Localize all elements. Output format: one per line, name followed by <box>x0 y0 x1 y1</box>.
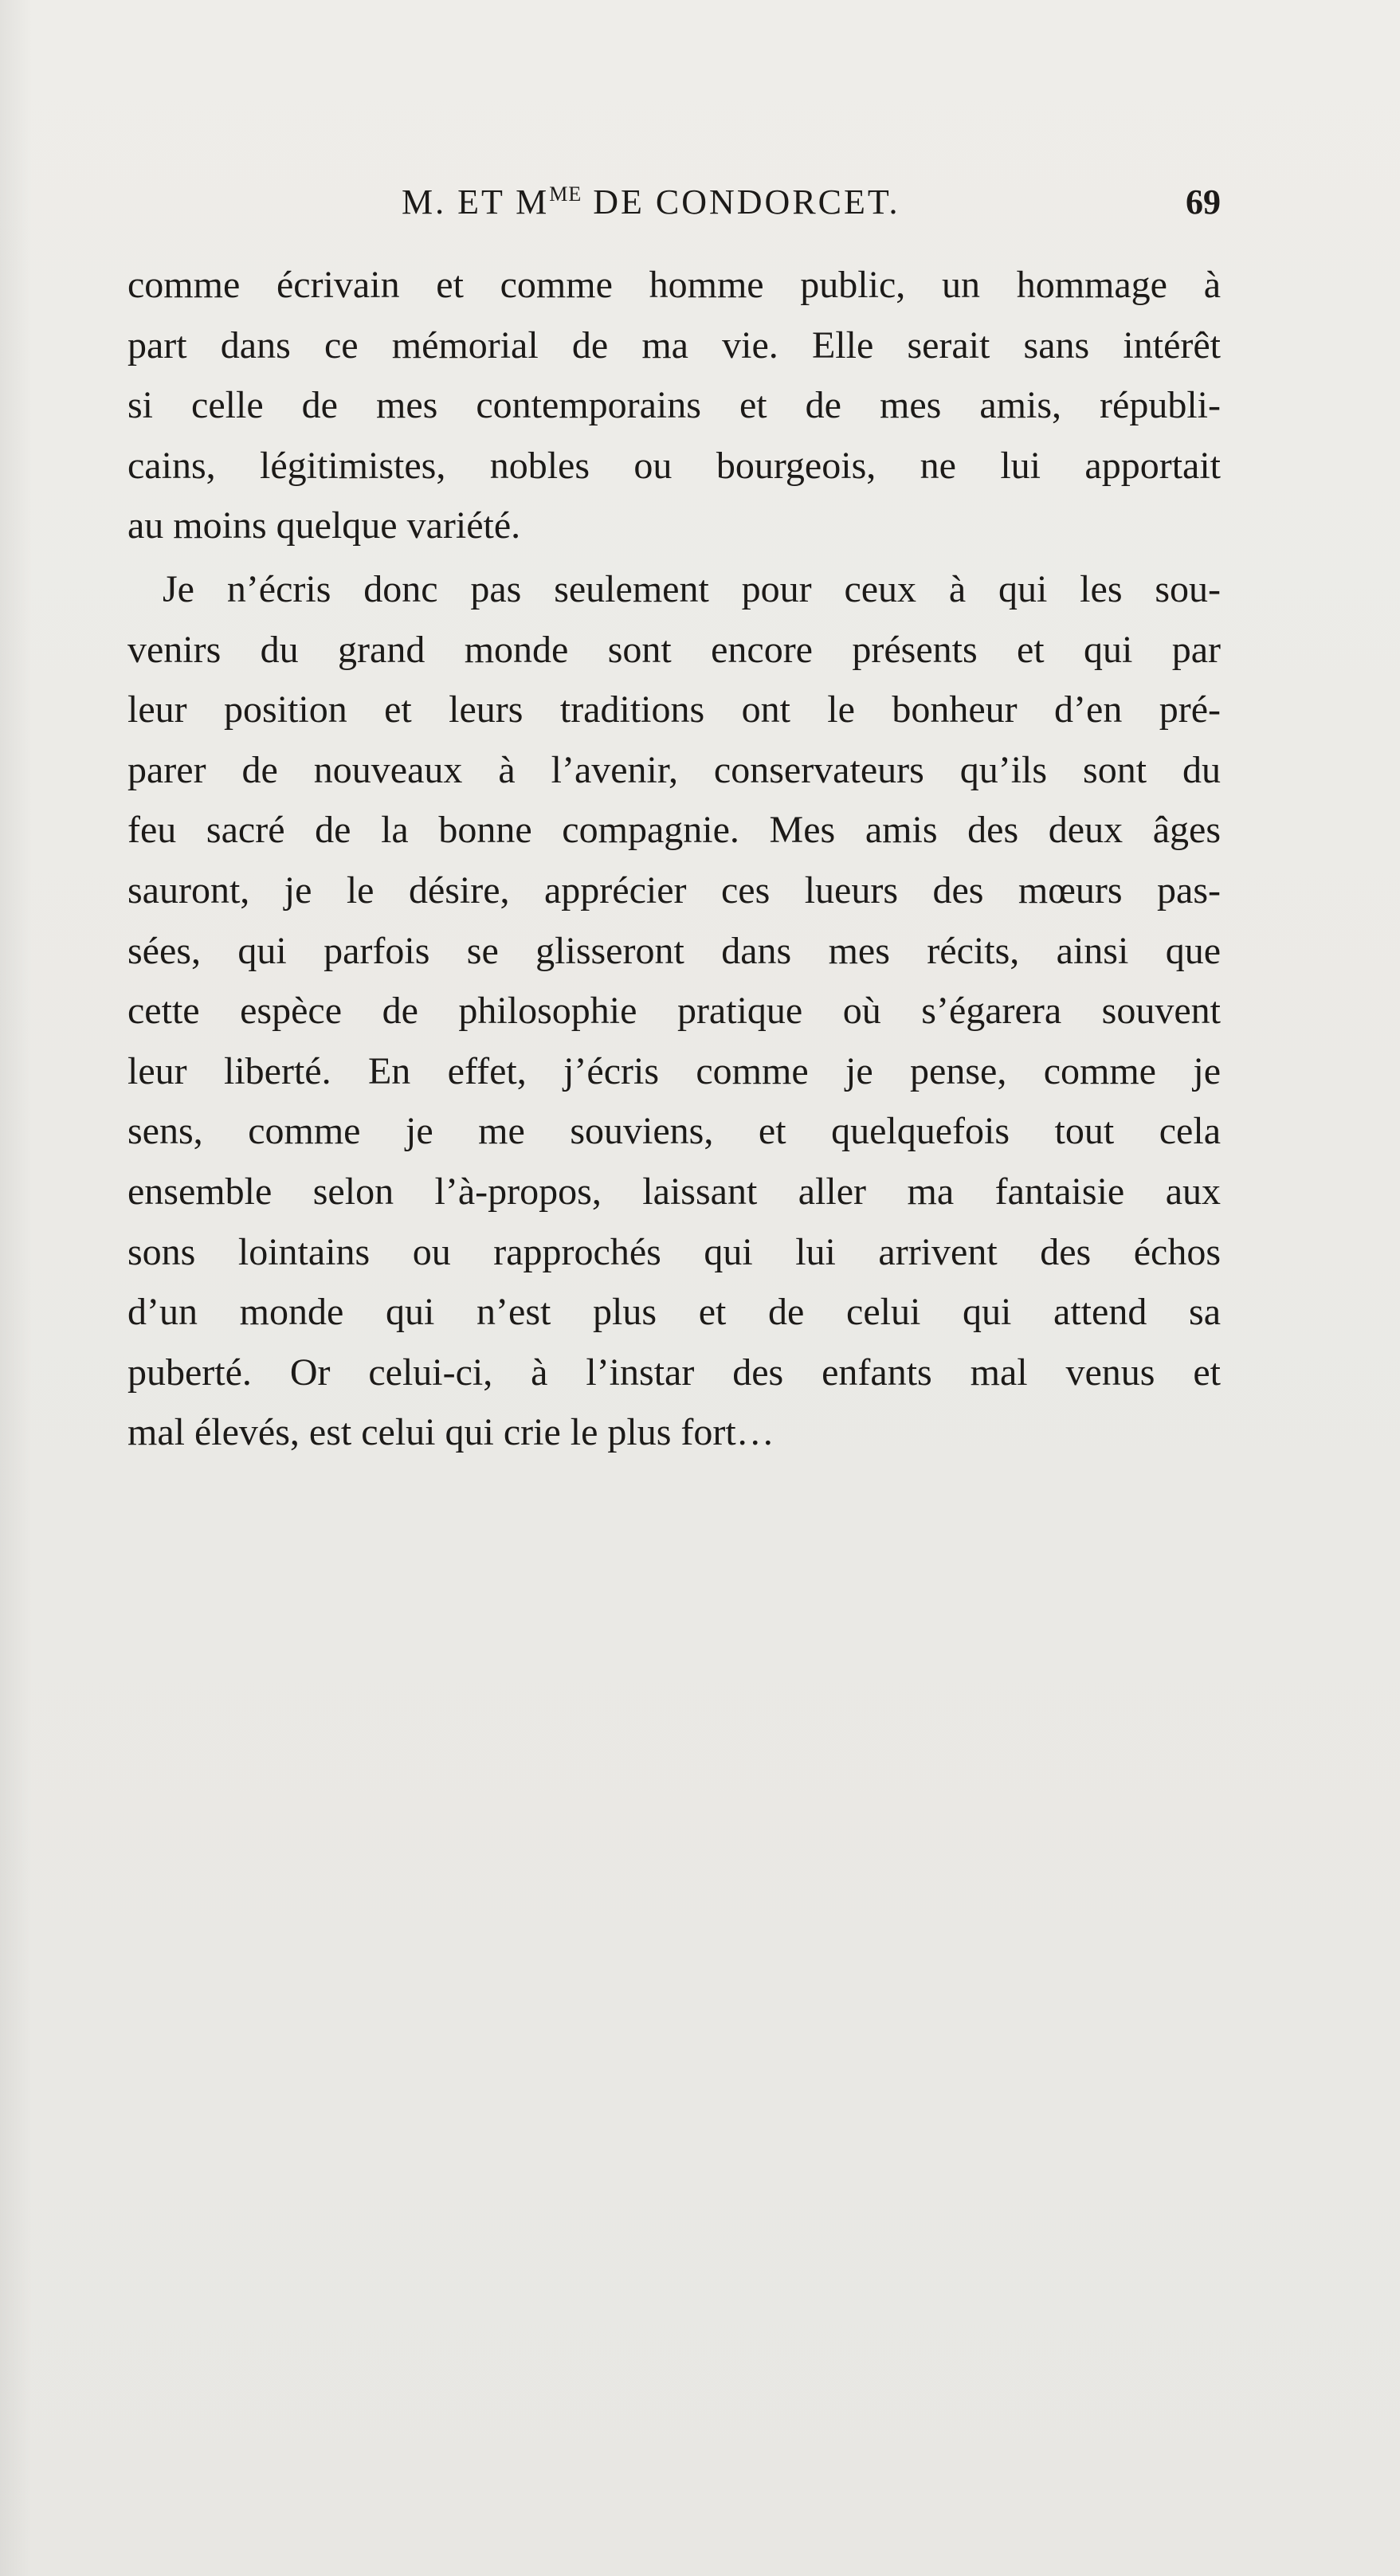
text-line: au moins quelque variété. <box>127 504 521 547</box>
running-title-part-2: DE CONDORCET. <box>582 182 900 222</box>
body-text <box>127 255 1221 1463</box>
running-title-part-1: M. ET M <box>402 182 550 222</box>
text-line: venirs du grand monde sont encore présents et qui par <box>127 628 1221 671</box>
text-line: sens, comme je me souviens, et quelquefois tout cela <box>127 1110 1221 1153</box>
running-title-superscript: ME <box>549 182 582 206</box>
text-line: sées, qui parfois se glisseront dans mes récits, ainsi que <box>127 929 1221 972</box>
page-number: 69 <box>1186 182 1221 222</box>
text-line: mal élevés, est celui qui crie le plus fort… <box>127 1411 775 1454</box>
text-line: sons lointains ou rapprochés qui lui arrivent des échos <box>127 1230 1221 1273</box>
text-line: cains, légitimistes, nobles ou bourgeois, ne lui apportait <box>127 444 1221 487</box>
text-line: feu sacré de la bonne compagnie. Mes amis des deux âges <box>127 809 1221 852</box>
running-head <box>127 182 1221 229</box>
text-line: part dans ce mémorial de ma vie. Elle serait sans intérêt <box>127 323 1221 367</box>
text-line: si celle de mes contemporains et de mes amis, républi- <box>127 384 1221 427</box>
text-line: cette espèce de philosophie pratique où s’égarera souvent <box>127 990 1221 1033</box>
text-line: sauront, je le désire, apprécier ces lueurs des mœurs pas- <box>127 868 1221 912</box>
text-line: leur liberté. En effet, j’écris comme je pense, comme je <box>127 1049 1221 1092</box>
text-line: leur position et leurs traditions ont le bonheur d’en pré- <box>127 688 1221 731</box>
text-line: comme écrivain et comme homme public, un hommage à <box>127 264 1221 306</box>
text-line: d’un monde qui n’est plus et de celui qui attend sa <box>127 1291 1221 1334</box>
text-line: puberté. Or celui-ci, à l’instar des enfants mal venus et <box>127 1351 1221 1394</box>
paragraph-1 <box>127 255 1221 556</box>
paragraph-2 <box>127 559 1221 1463</box>
text-line: parer de nouveaux à l’avenir, conservateurs qu’ils sont du <box>127 748 1221 791</box>
text-line: ensemble selon l’à-propos, laissant aller ma fantaisie aux <box>127 1170 1221 1213</box>
text-line: Je n’écris donc pas seulement pour ceux à qui les sou- <box>163 567 1221 610</box>
running-title <box>402 182 900 222</box>
